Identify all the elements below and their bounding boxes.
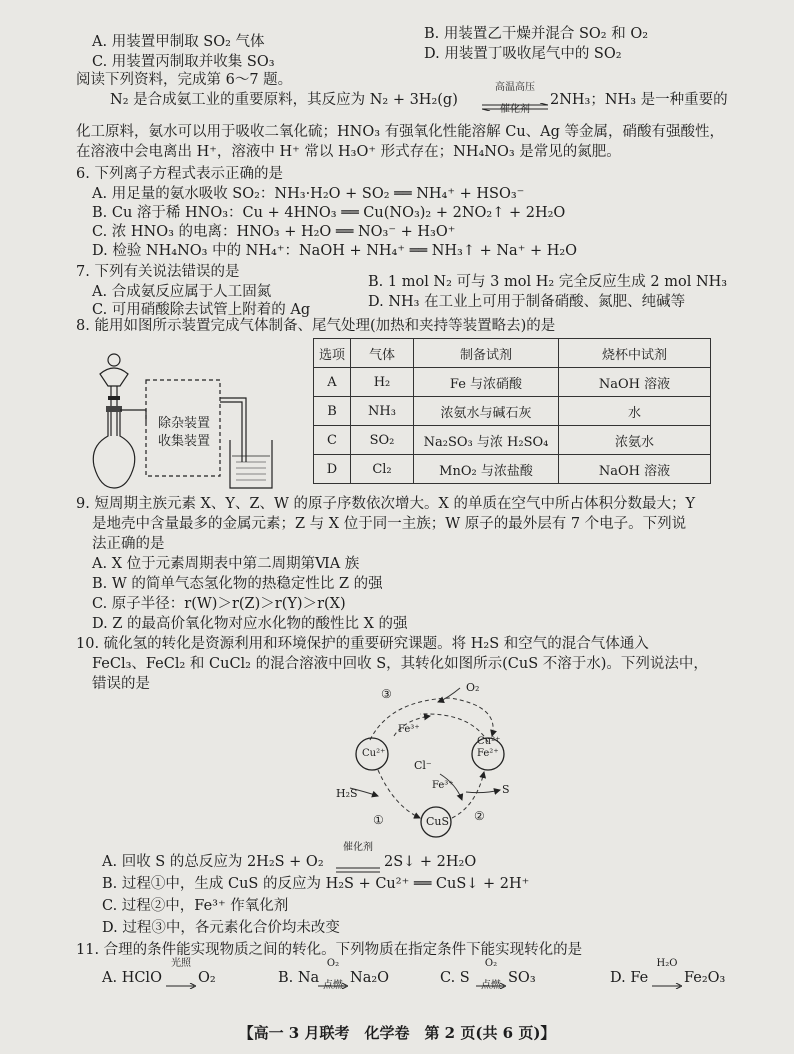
q10-stem-2: FeCl₃、FeCl₂ 和 CuCl₂ 的混合溶液中回收 S，其转化如图所示(CuS 不溶于水)。下列说法中， — [92, 656, 708, 672]
q11-option-d-to: Fe₂O₃ — [684, 970, 726, 986]
q5-option-b: B. 用装置乙干燥并混合 SO₂ 和 O₂ — [424, 26, 649, 42]
passage-line3: 在溶液中会电离出 H⁺，溶液中 H⁺ 常以 H₃O⁺ 形式存在；NH₄NO₃ 是常见的氮肥。 — [76, 144, 621, 160]
q5-option-a: A. 用装置甲制取 SO₂ 气体 — [92, 34, 265, 50]
diagram-step2: ② — [474, 809, 485, 823]
q11-option-c-from: C. S — [440, 970, 470, 986]
table-cell: H₂ — [351, 368, 414, 397]
table-row — [314, 397, 711, 426]
table-cell: Cl₂ — [351, 455, 414, 484]
q9-option-d: D. Z 的最高价氧化物对应水化物的酸性比 X 的强 — [92, 616, 408, 632]
table-cell: B — [314, 397, 351, 426]
table-cell: Na₂SO₃ 与浓 H₂SO₄ — [414, 426, 559, 455]
q9-stem-2: 是地壳中含量最多的金属元素；Z 与 X 位于同一主族；W 原子的最外层有 7 个电子。下列说 — [92, 516, 687, 532]
passage-line1-post: 2NH₃；NH₃ 是一种重要的 — [550, 92, 728, 108]
q11-option-a-to: O₂ — [198, 970, 216, 986]
q9-stem-1: 9. 短周期主族元素 X、Y、Z、W 的原子序数依次增大。X 的单质在空气中所占体积分数最大；Y — [76, 496, 696, 512]
apparatus-label-2: 收集装置 — [158, 434, 211, 449]
table-cell: NaOH 溶液 — [559, 368, 711, 397]
q8-stem: 8. 能用如图所示装置完成气体制备、尾气处理(加热和夹持等装置略去)的是 — [76, 318, 556, 334]
q10-option-a-post: 2S↓ + 2H₂O — [384, 854, 477, 870]
table-cell: C — [314, 426, 351, 455]
q7-option-b: B. 1 mol N₂ 可与 3 mol H₂ 完全反应生成 2 mol NH₃ — [368, 274, 728, 290]
table-cell: 浓氨水与碱石灰 — [414, 397, 559, 426]
table-header: 烧杯中试剂 — [559, 339, 711, 368]
q9-stem-3: 法正确的是 — [92, 536, 165, 552]
q10-option-d: D. 过程③中，各元素化合价均未改变 — [102, 920, 340, 936]
table-cell: NH₃ — [351, 397, 414, 426]
passage-cond-bottom: 催化剂 — [500, 104, 530, 115]
q9-option-b: B. W 的简单气态氢化物的热稳定性比 Z 的强 — [92, 576, 383, 592]
q11-option-d-from: D. Fe — [610, 970, 649, 986]
q5-option-d: D. 用装置丁吸收尾气中的 SO₂ — [424, 46, 622, 62]
q7-stem: 7. 下列有关说法错误的是 — [76, 264, 240, 280]
diagram-cl: Cl⁻ — [414, 759, 432, 772]
diagram-cu2-left: Cu²⁺ — [362, 748, 386, 759]
q11-option-a-arrow — [166, 974, 196, 993]
q9-option-a: A. X 位于元素周期表中第二周期第ⅥA 族 — [92, 556, 360, 572]
q10-option-c: C. 过程②中，Fe³⁺ 作氧化剂 — [102, 898, 289, 914]
apparatus-label-1: 除杂装置 — [158, 416, 211, 431]
q5-option-c: C. 用装置丙制取并收集 SO₃ — [92, 54, 275, 70]
passage-line2: 化工原料，氨水可以用于吸收二氧化硫；HNO₃ 有强氧化性能溶解 Cu、Ag 等金属，硝酸有强酸性， — [76, 124, 725, 140]
reagent-table — [313, 338, 711, 484]
diagram-step1: ① — [373, 813, 384, 827]
diagram-h2s: H₂S — [336, 787, 358, 800]
q11-option-a-from: A. HClO — [102, 970, 162, 986]
table-header: 气体 — [351, 339, 414, 368]
diagram-cu2-right: Cu²⁺ — [477, 736, 501, 747]
diagram-o2: O₂ — [466, 681, 480, 694]
q11-option-b-top: O₂ — [326, 958, 340, 969]
table-cell: 水 — [559, 397, 711, 426]
table-cell: NaOH 溶液 — [559, 455, 711, 484]
table-header: 制备试剂 — [414, 339, 559, 368]
diagram-cus: CuS — [426, 815, 450, 828]
diagram-s: S — [502, 783, 510, 796]
q6-option-d: D. 检验 NH₄NO₃ 中的 NH₄⁺：NaOH + NH₄⁺ ══ NH₃↑ + Na⁺ + H₂O — [92, 243, 578, 259]
q11-option-b-from: B. Na — [278, 970, 320, 986]
diagram-fe3-top: Fe³⁺ — [398, 724, 420, 735]
diagram-step3: ③ — [381, 687, 392, 701]
q11-option-d-top: H₂O — [656, 958, 678, 969]
q11-option-c-to: SO₃ — [508, 970, 536, 986]
q9-option-c: C. 原子半径：r(W)＞r(Z)＞r(Y)＞r(X) — [92, 596, 346, 612]
q10-option-a-cond: 催化剂 — [343, 842, 373, 853]
q11-option-c-top: O₂ — [484, 958, 498, 969]
reading-intro: 阅读下列资料，完成第 6～7 题。 — [76, 72, 293, 88]
q11-option-b-to: Na₂O — [350, 970, 390, 986]
q11-stem: 11. 合理的条件能实现物质之间的转化。下列物质在指定条件下能实现转化的是 — [76, 942, 583, 958]
q10-stem-3: 错误的是 — [92, 676, 150, 692]
passage-line1-pre: N₂ 是合成氨工业的重要原料，其反应为 N₂ + 3H₂(g) — [110, 92, 458, 108]
table-cell: D — [314, 455, 351, 484]
q11-option-a-top: 光照 — [171, 958, 191, 969]
q7-option-c: C. 可用硝酸除去试管上附着的 Ag — [92, 302, 311, 318]
q10-option-a-pre: A. 回收 S 的总反应为 2H₂S + O₂ — [102, 854, 324, 870]
table-header: 选项 — [314, 339, 351, 368]
q6-option-b: B. Cu 溶于稀 HNO₃：Cu + 4HNO₃ ══ Cu(NO₃)₂ + 2NO₂↑ + 2H₂O — [92, 205, 566, 221]
table-row — [314, 426, 711, 455]
q11-option-b-bottom: 点燃 — [323, 980, 343, 991]
diagram-fe2-right: Fe²⁺ — [477, 748, 499, 759]
table-row — [314, 455, 711, 484]
table-cell: A — [314, 368, 351, 397]
q6-option-a: A. 用足量的氨水吸收 SO₂：NH₃·H₂O + SO₂ ══ NH₄⁺ + HSO₃⁻ — [92, 186, 525, 202]
table-cell: Fe 与浓硝酸 — [414, 368, 559, 397]
table-cell: 浓氨水 — [559, 426, 711, 455]
table-cell: SO₂ — [351, 426, 414, 455]
q10-stem-1: 10. 硫化氢的转化是资源利用和环境保护的重要研究课题。将 H₂S 和空气的混合气体通入 — [76, 636, 649, 652]
page-footer: 【高一 3 月联考 化学卷 第 2 页(共 6 页)】 — [238, 1024, 556, 1042]
q7-option-d: D. NH₃ 在工业上可用于制备硝酸、氮肥、纯碱等 — [368, 294, 686, 310]
passage-cond-top: 高温高压 — [495, 82, 535, 93]
q11-option-c-bottom: 点燃 — [481, 980, 501, 991]
q10-option-b: B. 过程①中，生成 CuS 的反应为 H₂S + Cu²⁺ ══ CuS↓ + 2H⁺ — [102, 876, 530, 892]
table-header-row — [314, 339, 711, 368]
table-cell: MnO₂ 与浓盐酸 — [414, 455, 559, 484]
diagram-fe3-mid: Fe³⁺ — [432, 780, 454, 791]
q11-option-d-arrow — [652, 974, 682, 993]
q6-option-c: C. 浓 HNO₃ 的电离：HNO₃ + H₂O ══ NO₃⁻ + H₃O⁺ — [92, 224, 456, 240]
table-row — [314, 368, 711, 397]
q6-stem: 6. 下列离子方程式表示正确的是 — [76, 166, 283, 182]
q7-option-a: A. 合成氨反应属于人工固氮 — [92, 284, 272, 300]
